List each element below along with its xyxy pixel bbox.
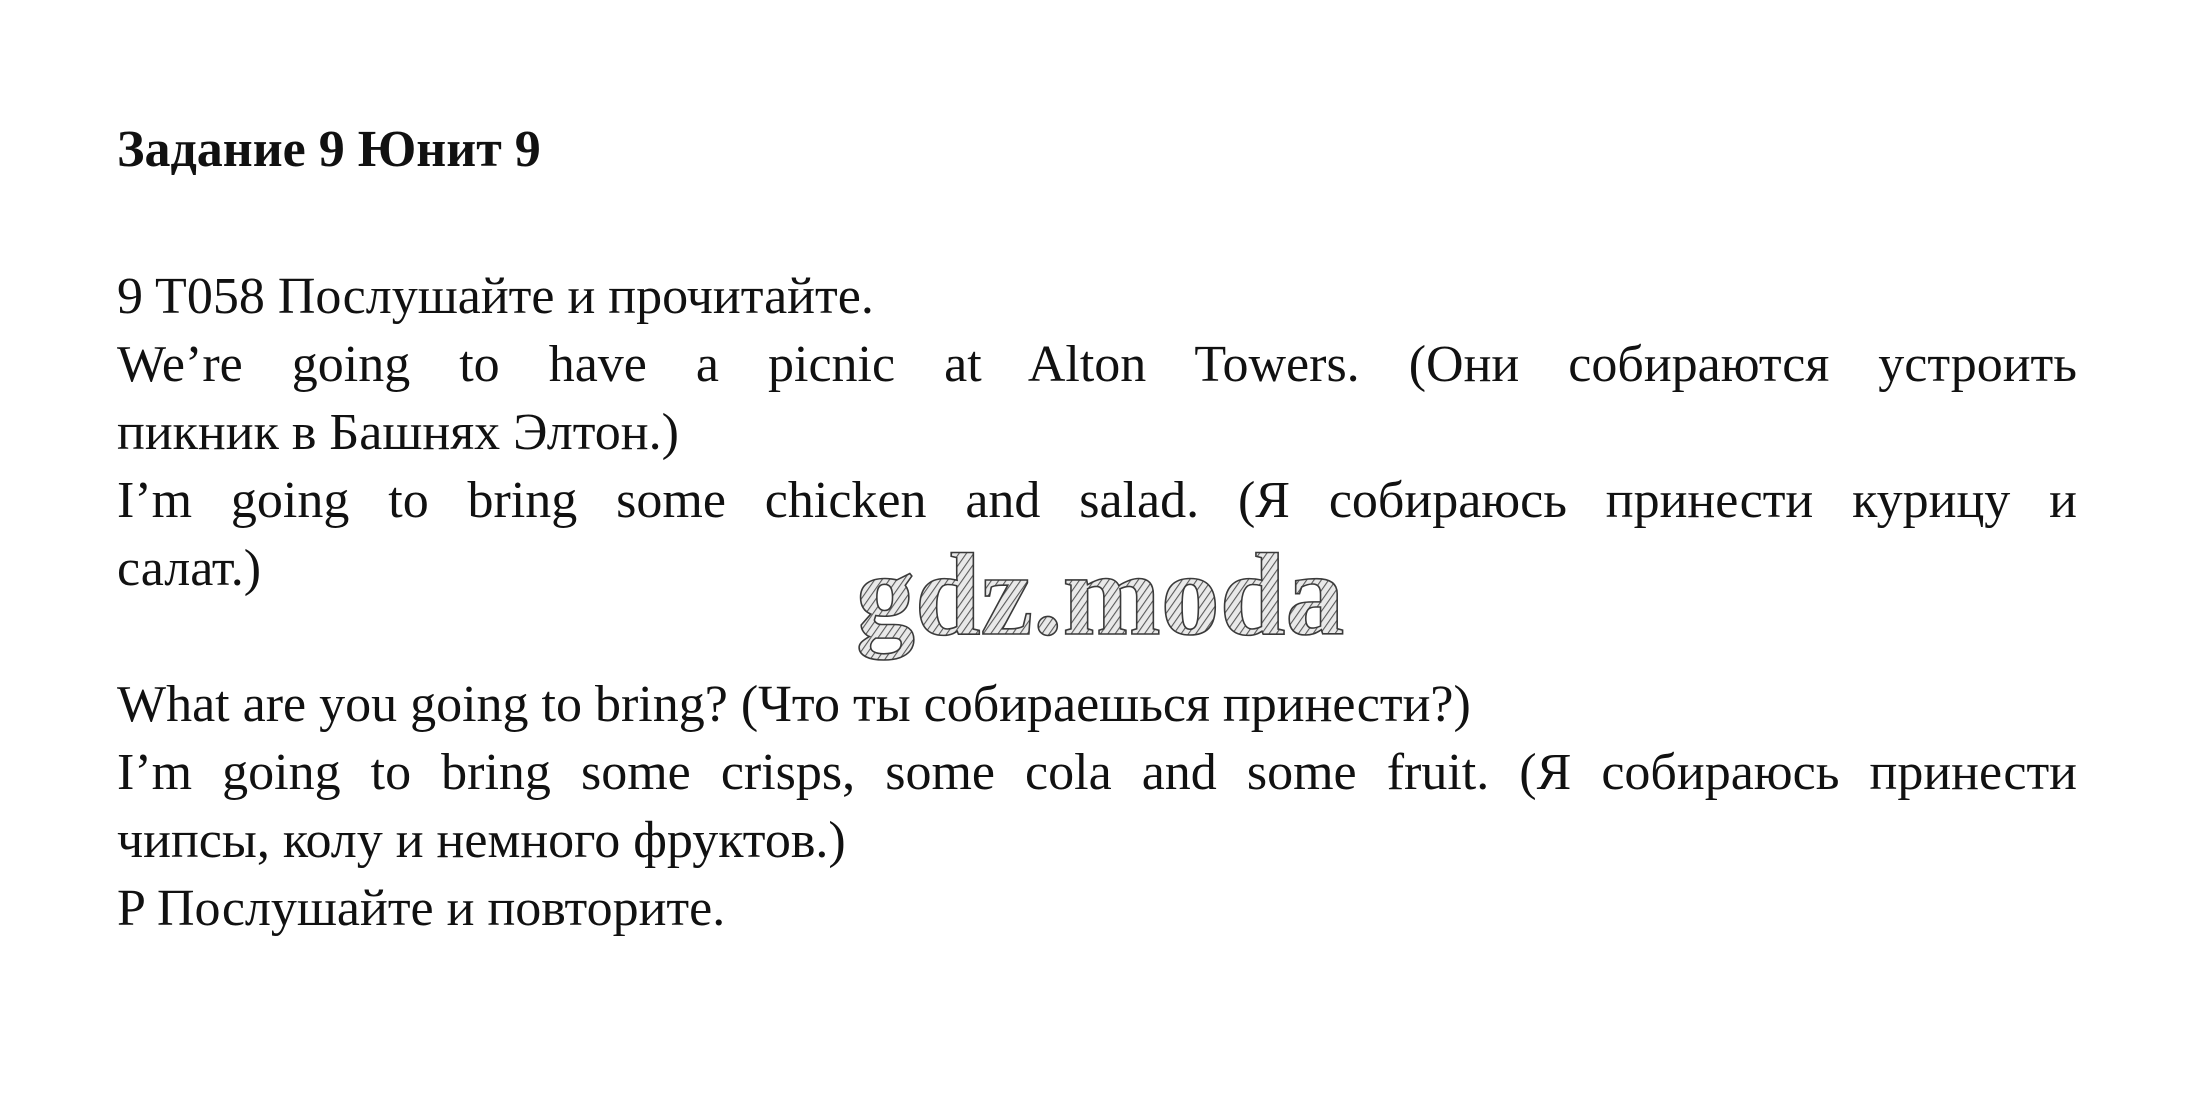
text-line: I’m going to bring some chicken and salad. (Я собираюсь принести курицу и	[117, 472, 2077, 529]
text-line: We’re going to have a picnic at Alton Towers. (Они собираются устроить	[117, 336, 2077, 393]
text-line: салат.)	[117, 540, 262, 597]
instruction-line: P Послушайте и повторите.	[117, 880, 726, 937]
exercise-heading: Задание 9 Юнит 9	[117, 121, 541, 178]
text-line: чипсы, колу и немного фруктов.)	[117, 812, 846, 869]
text-line: пикник в Башнях Элтон.)	[117, 404, 679, 461]
text-line: I’m going to bring some crisps, some cola and some fruit. (Я собираюсь принести	[117, 744, 2077, 801]
text-line: What are you going to bring? (Что ты собираешься принести?)	[117, 676, 1471, 733]
watermark-text: gdz.moda	[856, 538, 1345, 660]
watermark-logo	[852, 538, 1472, 668]
instruction-line: 9 T058 Послушайте и прочитайте.	[117, 268, 874, 325]
